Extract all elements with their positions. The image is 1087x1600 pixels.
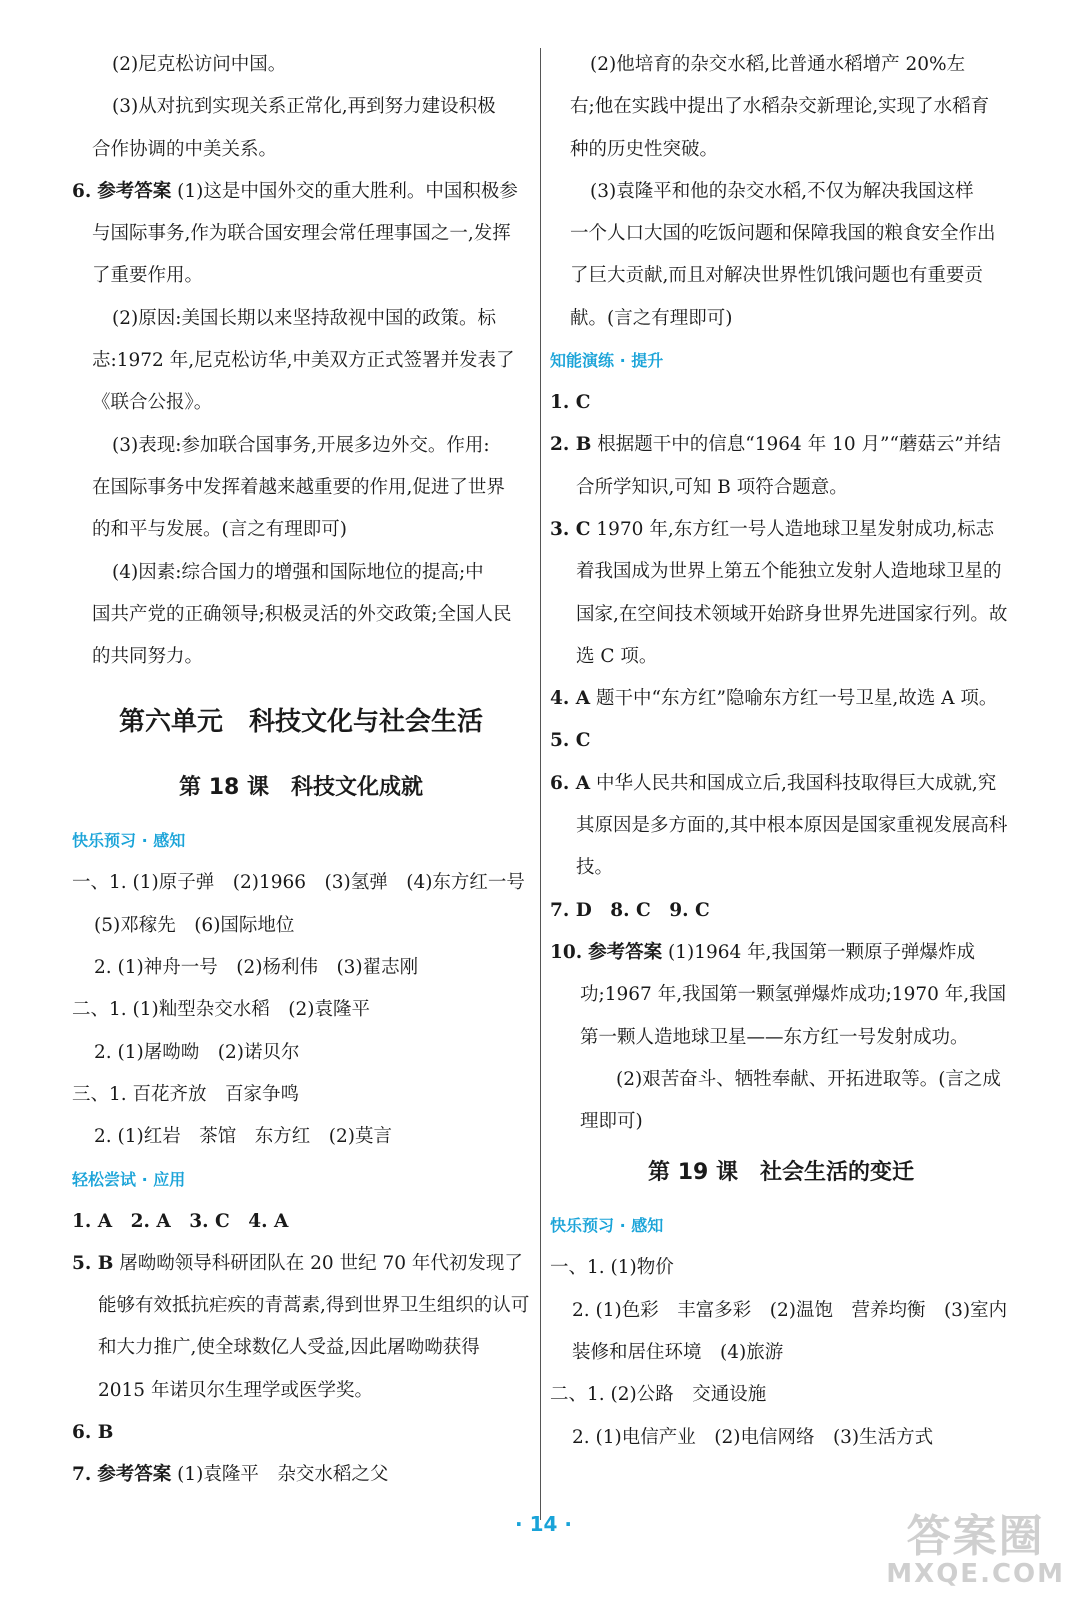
answer-line: 7. D 8. C 9. C: [550, 899, 710, 921]
watermark: [886, 1511, 1065, 1589]
answer-choice: 3. C: [550, 518, 591, 540]
answer-choice: 5. B: [72, 1252, 114, 1274]
answer-line: 一个人口大国的吃饭问题和保障我国的粮食安全作出: [570, 223, 996, 245]
answer-line: 二、1. (1)籼型杂交水稻 (2)袁隆平: [72, 999, 370, 1021]
answer-choice: 6. A: [550, 772, 591, 794]
answer-line: 的和平与发展。(言之有理即可): [92, 519, 347, 541]
answer-line: 国共产党的正确领导;积极灵活的外交政策;全国人民: [92, 603, 512, 625]
section-heading: 快乐预习 · 感知: [72, 831, 186, 851]
watermark-logo: 答案圈: [906, 1511, 1045, 1562]
answer-explanation: 题干中“东方红”隐喻东方红一号卫星,故选 A 项。: [596, 688, 998, 710]
answer-q2: [550, 424, 1012, 509]
answer-q6: [72, 171, 530, 213]
answer-line: 与国际事务,作为联合国安理会常任理事国之一,发挥: [92, 223, 511, 245]
answer-q6: [550, 763, 1012, 890]
answer-line: (2)艰苦奋斗、牺牲奉献、开拓进取等。(言之成理即可): [580, 1068, 1001, 1133]
answer-line: 2. (1)电信产业 (2)电信网络 (3)生活方式: [572, 1426, 934, 1448]
answer-text: (1)1964 年,我国第一颗原子弹爆炸成功;1967 年,我国第一颗氢弹爆炸成功;1970 年,我国第一颗人造地球卫星——东方红一号发射成功。: [580, 941, 1007, 1048]
answer-q7: [72, 1454, 530, 1496]
answer-line: (3)表现:参加联合国事务,开展多边外交。作用:: [112, 434, 490, 456]
section-heading: 知能演练 · 提升: [550, 351, 664, 371]
answer-line: 了重要作用。: [92, 265, 204, 287]
answer-line: 2. (1)红岩 茶馆 东方红 (2)莫言: [94, 1126, 392, 1148]
answer-explanation: 屠呦呦领导科研团队在 20 世纪 70 年代初发现了能够有效抵抗疟疾的青蒿素,得到世界卫生组织的认可和大力推广,使全球数亿人受益,因此屠呦呦获得 2015 年诺贝尔生理学或医学奖。: [98, 1252, 530, 1401]
answer-line: 右;他在实践中提出了水稻杂交新理论,实现了水稻育: [570, 96, 990, 118]
answer-q3: [550, 509, 1012, 678]
question-number: 6.: [72, 180, 92, 202]
answer-label: 参考答案: [588, 941, 663, 963]
answer-q4: [550, 678, 1012, 720]
right-column: [550, 44, 1012, 1459]
answer-line: 2. (1)屠呦呦 (2)诺贝尔: [94, 1041, 300, 1063]
answer-text: (1)袁隆平 杂交水稻之父: [177, 1464, 389, 1486]
answer-line: 的共同努力。: [92, 646, 204, 668]
answer-line: 种的历史性突破。: [570, 138, 719, 160]
lesson-title: 第 19 课 社会生活的变迁: [648, 1160, 914, 1186]
answer-line: 《联合公报》。: [92, 392, 213, 414]
answer-line: 在国际事务中发挥着越来越重要的作用,促进了世界: [92, 476, 505, 498]
question-number: 10.: [550, 941, 583, 963]
answer-explanation: 根据题干中的信息“1964 年 10 月”“蘑菇云”并结合所学知识,可知 B 项符合题意。: [576, 434, 1001, 498]
answer-label: 参考答案: [97, 1464, 172, 1486]
answer-line: (2)尼克松访问中国。: [112, 54, 287, 75]
lesson-title: 第 18 课 科技文化成就: [179, 775, 423, 801]
answer-text: (1)这是中国外交的重大胜利。中国积极参: [177, 180, 518, 202]
answer-line: 1. C: [550, 392, 591, 414]
column-divider: [540, 48, 541, 1520]
answer-line: 合作协调的中美关系。: [92, 138, 278, 160]
answer-label: 参考答案: [97, 180, 172, 202]
answer-choice: 4. A: [550, 688, 591, 710]
answer-line: (2)原因:美国长期以来坚持敌视中国的政策。标: [112, 307, 496, 329]
unit-title: 第六单元 科技文化与社会生活: [118, 707, 483, 738]
answer-line: 1. A 2. A 3. C 4. A: [72, 1210, 289, 1232]
question-number: 7.: [72, 1464, 92, 1486]
answer-q5: [72, 1243, 530, 1412]
answer-line: 了巨大贡献,而且对解决世界性饥饿问题也有重要贡: [570, 265, 983, 287]
answer-q10: [550, 932, 1012, 1059]
answer-line: 志:1972 年,尼克松访华,中美双方正式签署并发表了: [92, 350, 515, 372]
answer-explanation: 1970 年,东方红一号人造地球卫星发射成功,标志着我国成为世界上第五个能独立发射人造地球卫星的国家,在空间技术领域开始跻身世界先进国家行列。故选 C 项。: [576, 518, 1008, 667]
answer-choice: 2. B: [550, 434, 592, 456]
answer-line: 一、1. (1)原子弹 (2)1966 (3)氢弹 (4)东方红一号: [72, 872, 525, 894]
answer-line: 2. (1)色彩 丰富多彩 (2)温饱 营养均衡 (3)室内装修和居住环境 (4)旅游: [572, 1299, 1008, 1364]
answer-line: 6. B: [72, 1422, 114, 1444]
answer-line: (4)因素:综合国力的增强和国际地位的提高;中: [112, 561, 484, 583]
answer-line: 三、1. 百花齐放 百家争鸣: [72, 1083, 300, 1105]
answer-line: 二、1. (2)公路 交通设施: [550, 1384, 767, 1406]
section-heading: 轻松尝试 · 应用: [72, 1169, 186, 1189]
answer-line: (5)邓稼先 (6)国际地位: [94, 914, 295, 936]
answer-line: (3)袁隆平和他的杂交水稻,不仅为解决我国这样: [590, 180, 974, 202]
answer-line: (3)从对抗到实现关系正常化,再到努力建设积极: [112, 96, 496, 118]
answer-line: (2)他培育的杂交水稻,比普通水稻增产 20%左: [590, 54, 966, 75]
page-number: · 14 ·: [515, 1512, 572, 1536]
answer-line: 一、1. (1)物价: [550, 1257, 674, 1279]
section-heading: 快乐预习 · 感知: [550, 1216, 664, 1236]
answer-explanation: 中华人民共和国成立后,我国科技取得巨大成就,究其原因是多方面的,其中根本原因是国家重视发展高科技。: [576, 772, 1008, 879]
answer-line: 2. (1)神舟一号 (2)杨利伟 (3)翟志刚: [94, 957, 419, 979]
answer-line: 5. C: [550, 730, 591, 752]
watermark-url: MXQE.COM: [886, 1559, 1065, 1589]
left-column: [72, 44, 530, 1497]
answer-line: 献。(言之有理即可): [570, 307, 733, 329]
